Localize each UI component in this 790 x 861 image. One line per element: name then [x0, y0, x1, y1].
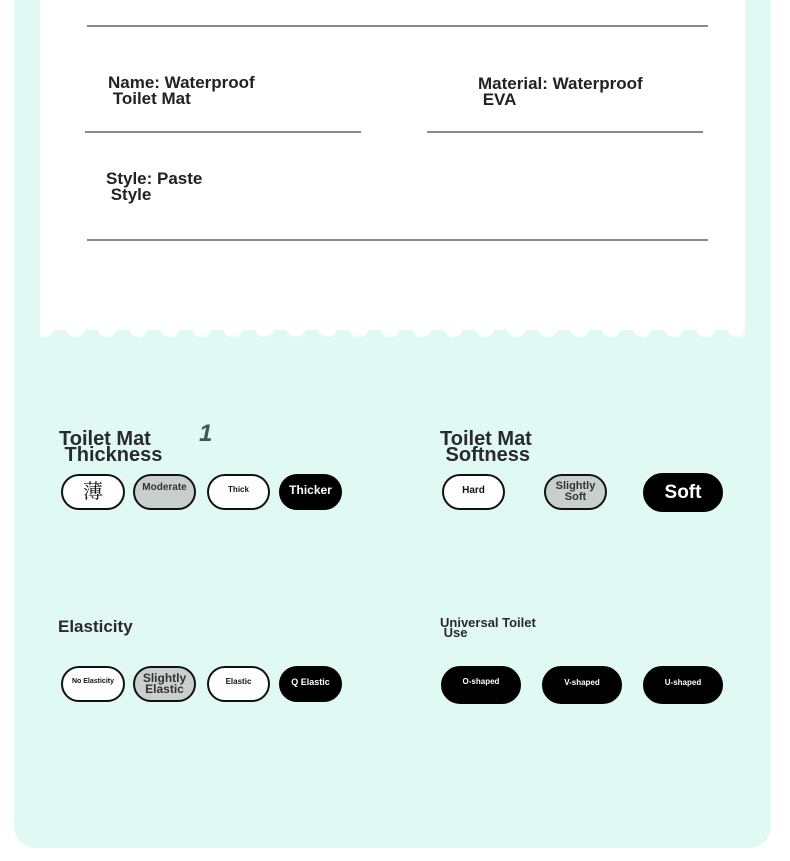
elasticity-option-slightly[interactable]: Slightly Elastic: [133, 666, 196, 702]
scallop-bump: [727, 323, 745, 337]
scallop-bump: [129, 323, 149, 337]
scallop-bump: [381, 323, 401, 337]
spec-card: [40, 0, 745, 330]
scallop-bump: [475, 323, 495, 337]
scallop-bump: [538, 323, 558, 337]
spec-divider-left: [85, 131, 361, 133]
thickness-option-thicker[interactable]: Thicker: [279, 474, 342, 510]
softness-option-soft[interactable]: Soft: [643, 473, 723, 512]
spec-divider-bottom: [87, 239, 708, 241]
scallop-bump: [696, 323, 716, 337]
scallop-bump: [286, 323, 306, 337]
scallop-bump: [40, 323, 54, 337]
thickness-option-moderate[interactable]: Moderate: [133, 474, 196, 510]
scallop-bump: [66, 323, 86, 337]
thickness-option-thin[interactable]: 薄: [61, 474, 125, 510]
elasticity-option-none[interactable]: No Elasticity: [61, 666, 125, 702]
spec-name: Name: Waterproof Toilet Mat: [108, 73, 255, 108]
scallop-bump: [507, 323, 527, 337]
softness-title: Toilet Mat Softness: [440, 428, 532, 466]
scallop-bump: [255, 323, 275, 337]
spec-material: Material: Waterproof EVA: [478, 74, 643, 109]
spec-style: Style: Paste Style: [106, 169, 203, 204]
scallop-bump: [160, 323, 180, 337]
scallop-bump: [192, 323, 212, 337]
elasticity-title: Elasticity: [58, 617, 133, 636]
scallop-bump: [97, 323, 117, 337]
softness-option-slightly-soft[interactable]: Slightly Soft: [544, 474, 607, 510]
universal-option-u-shaped[interactable]: U-shaped: [643, 666, 723, 704]
scallop-bump: [633, 323, 653, 337]
spec-divider-top: [87, 25, 708, 27]
scallop-bump: [601, 323, 621, 337]
scallop-bump: [223, 323, 243, 337]
scalloped-edge: [40, 323, 745, 339]
universal-option-o-shaped[interactable]: O-shaped: [441, 666, 521, 704]
elasticity-option-elastic[interactable]: Elastic: [207, 666, 270, 702]
thickness-option-thick[interactable]: Thick: [207, 474, 270, 510]
universal-option-v-shaped[interactable]: V-shaped: [542, 666, 622, 704]
scallop-bump: [318, 323, 338, 337]
elasticity-option-q-elastic[interactable]: Q Elastic: [279, 666, 342, 702]
scallop-bump: [444, 323, 464, 337]
universal-title: Universal Toilet Use: [440, 615, 536, 640]
spec-divider-right: [427, 131, 703, 133]
scallop-bump: [664, 323, 684, 337]
thickness-title: Toilet Mat Thickness: [59, 428, 163, 466]
scallop-bump: [412, 323, 432, 337]
decorative-mark: 1: [199, 420, 213, 447]
scallop-bump: [349, 323, 369, 337]
scallop-bump: [570, 323, 590, 337]
softness-option-hard[interactable]: Hard: [442, 474, 505, 510]
